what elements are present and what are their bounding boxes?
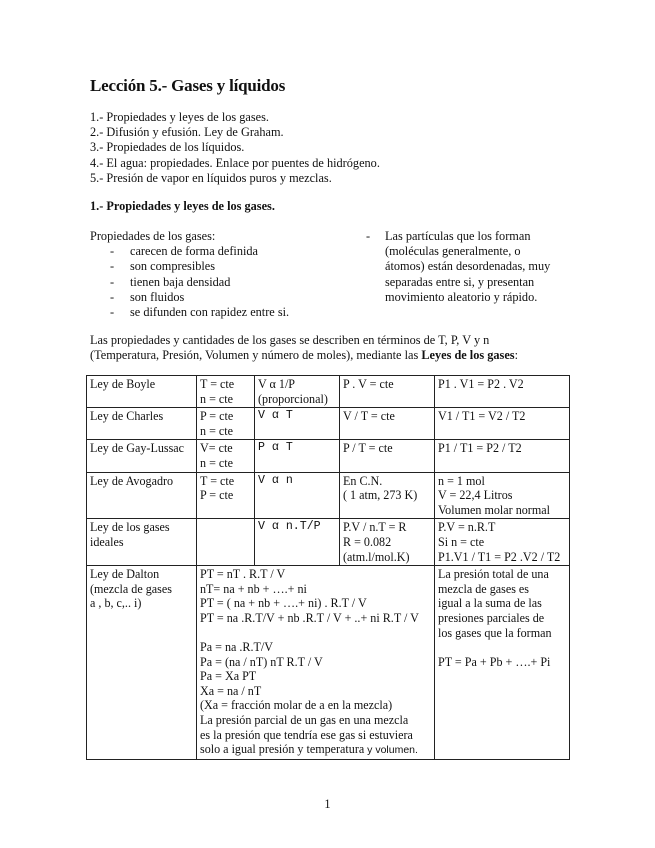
- law-formula: P1 / T1 = P2 / T2: [435, 440, 570, 472]
- property-item: - se difunden con rapidez entre si.: [90, 305, 289, 320]
- law-name: Ley de los gases ideales: [87, 519, 197, 566]
- property-item: - tienen baja densidad: [90, 275, 289, 290]
- table-row: [87, 376, 570, 408]
- law-equation: P.V / n.T = R R = 0.082 (atm.l/mol.K): [340, 519, 435, 566]
- law-conditions: T = cte P = cte: [197, 472, 255, 519]
- lesson-title: Lección 5.- Gases y líquidos: [90, 76, 286, 95]
- law-conditions: V= cte n = cte: [197, 440, 255, 472]
- law-conditions: [197, 519, 255, 566]
- toc-item: 4.- El agua: propiedades. Enlace por puentes de hidrógeno.: [90, 155, 380, 170]
- gas-properties-list: [90, 229, 289, 320]
- section-heading: 1.- Propiedades y leyes de los gases.: [90, 199, 275, 213]
- law-name: Ley de Gay-Lussac: [87, 440, 197, 472]
- particles-note-line: Las partículas que los forman: [385, 229, 531, 243]
- property-item: - son compresibles: [90, 259, 289, 274]
- dalton-derivation: PT = nT . R.T / V nT= na + nb + ….+ ni PT = ( na + nb + ….+ ni) . R.T / V PT = na .R.T/V + nb .R.T / V + ..+ ni R.T / V Pa = na .R.T/V Pa = (na / nT) nT R.T / V Pa = Xa PT Xa = na / nT (Xa = fracción molar de a en la mezcla) La presión parcial de un gas en una mezcla es la presión que tendría ese gas si estuviera solo a igual presión y temperatura y volumen.: [197, 566, 435, 760]
- law-relation: V α n.T/P: [255, 519, 340, 566]
- toc-item: 1.- Propiedades y leyes de los gases.: [90, 110, 269, 124]
- law-formula: P.V = n.R.T Si n = cte P1.V1 / T1 = P2 .V2 / T2: [435, 519, 570, 566]
- property-item: - son fluidos: [90, 290, 289, 305]
- table-row: [87, 472, 570, 519]
- dalton-summary: La presión total de una mezcla de gases es igual a la suma de las presiones parciales de los gases que la forman PT = Pa + Pb + ….+ Pi: [435, 566, 570, 760]
- table-row: [87, 519, 570, 566]
- table-row: [87, 408, 570, 440]
- particles-note-line: movimiento aleatorio y rápido.: [385, 289, 538, 304]
- law-name: Ley de Avogadro: [87, 472, 197, 519]
- law-equation: P . V = cte: [340, 376, 435, 408]
- law-relation: V α 1/P (proporcional): [255, 376, 340, 408]
- law-formula: P1 . V1 = P2 . V2: [435, 376, 570, 408]
- intro-line: (Temperatura, Presión, Volumen y número de moles), mediante las: [90, 348, 422, 363]
- page-number: 1: [324, 797, 331, 811]
- law-relation: V α T: [255, 408, 340, 440]
- intro-paragraph: Las propiedades y cantidades de los gases se describen en términos de T, P, V y n (Temperatura, Presión, Volumen y número de moles), mediante las Leyes de los gases:: [90, 333, 570, 363]
- toc-item: 2.- Difusión y efusión. Ley de Graham.: [90, 125, 284, 140]
- particles-note: - Las partículas que los forman (moléculas generalmente, o átomos) están desordenadas, muy separadas entre si, y presentan movimiento aleatorio y rápido.: [366, 229, 576, 305]
- law-formula: n = 1 mol V = 22,4 Litros Volumen molar normal: [435, 472, 570, 519]
- particles-note-line: (moléculas generalmente, o: [385, 244, 521, 259]
- table-row: [87, 566, 570, 760]
- property-item: - carecen de forma definida: [90, 244, 289, 259]
- toc-item: 3.- Propiedades de los líquidos.: [90, 140, 245, 155]
- law-relation: P α T: [255, 440, 340, 472]
- law-name: Ley de Boyle: [87, 376, 197, 408]
- particles-note-line: átomos) están desordenadas, muy: [385, 259, 551, 274]
- law-formula: V1 / T1 = V2 / T2: [435, 408, 570, 440]
- particles-note-line: separadas entre si, y presentan: [385, 274, 535, 289]
- law-conditions: T = cte n = cte: [197, 376, 255, 408]
- law-relation: V α n: [255, 472, 340, 519]
- table-row: [87, 440, 570, 472]
- intro-bold: Leyes de los gases: [421, 348, 515, 363]
- law-equation: V / T = cte: [340, 408, 435, 440]
- intro-line: Las propiedades y cantidades de los gases se describen en términos de T, P, V y n: [90, 333, 490, 347]
- table-of-contents: [90, 110, 380, 186]
- law-name: Ley de Charles: [87, 408, 197, 440]
- law-equation: P / T = cte: [340, 440, 435, 472]
- gas-laws-table: [86, 375, 570, 760]
- law-conditions: P = cte n = cte: [197, 408, 255, 440]
- law-equation: En C.N. ( 1 atm, 273 K): [340, 472, 435, 519]
- toc-item: 5.- Presión de vapor en líquidos puros y mezclas.: [90, 170, 332, 185]
- law-name: Ley de Dalton (mezcla de gases a , b, c,.. i): [87, 566, 197, 760]
- properties-intro: Propiedades de los gases:: [90, 229, 216, 243]
